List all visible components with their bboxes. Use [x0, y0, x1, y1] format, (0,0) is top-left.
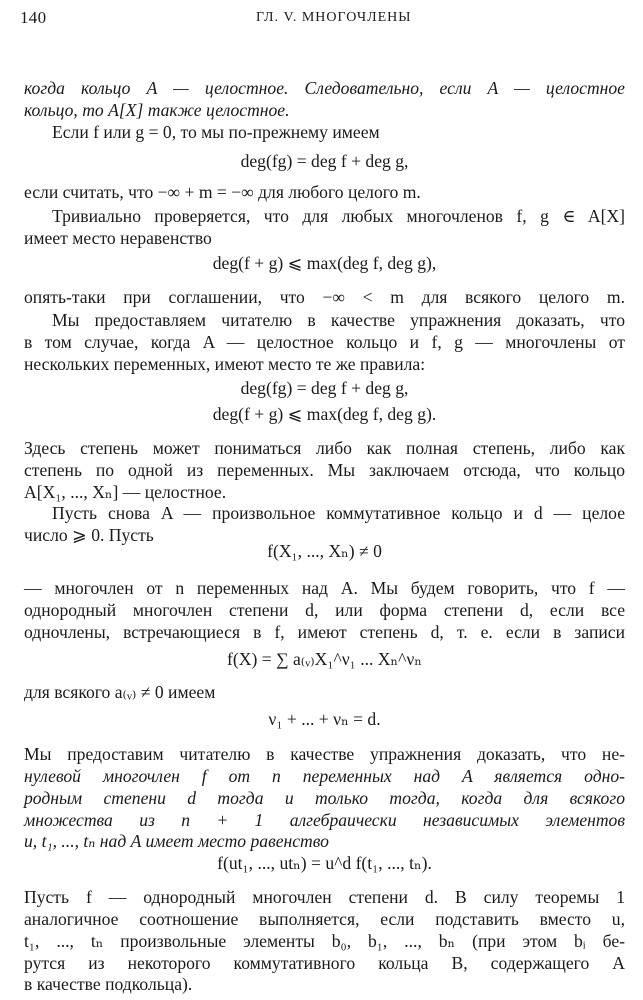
- formula: f(ut₁, ..., utₙ) = u^d f(t₁, ..., tₙ).: [217, 853, 432, 873]
- text-line: когда кольцо A — целостное. Следовательно, если A — целостное: [24, 78, 625, 98]
- formula: ν₁ + ... + νₙ = d.: [268, 709, 381, 729]
- text-line: t₁, ..., tₙ произвольные элементы b₀, b₁, ..., bₙ (при этом bᵢ бе-: [24, 931, 625, 951]
- text-line: нескольких переменных, имеют место те же правила:: [24, 354, 426, 374]
- text-line: Пусть снова A — произвольное коммутативное кольцо и d — целое: [52, 503, 625, 523]
- text-line: имеет место неравенство: [24, 228, 212, 248]
- text-line: в качестве подкольца).: [24, 974, 193, 994]
- text-line: если считать, что −∞ + m = −∞ для любого целого m.: [24, 182, 421, 202]
- text-line: Тривиально проверяется, что для любых многочленов f, g ∈ A[X]: [52, 206, 625, 226]
- text-line: в том случае, когда A — целостное кольцо и f, g — многочлены от: [24, 332, 625, 352]
- text-line: родным степени d тогда и только тогда, когда для всякого: [24, 788, 625, 808]
- text-line: число ⩾ 0. Пусть: [24, 525, 154, 545]
- text-line: Мы предоставим читателю в качестве упражнения доказать, что не-: [24, 744, 625, 764]
- running-header: ГЛ. V. МНОГОЧЛЕНЫ: [256, 10, 412, 25]
- text-line: кольцо, то A[X] также целостное.: [24, 100, 290, 120]
- text-line: Мы предоставляем читателю в качестве упражнения доказать, что: [52, 310, 625, 330]
- text-line: u, t₁, ..., tₙ над A имеет место равенство: [24, 831, 329, 851]
- text-line: аналогичное соотношение выполняется, если подставить вместо u,: [24, 909, 625, 929]
- text-line: A[X₁, ..., Xₙ] — целостное.: [24, 482, 227, 502]
- formula: deg(fg) = deg f + deg g,: [240, 378, 409, 398]
- formula: deg(f + g) ⩽ max(deg f, deg g),: [212, 253, 437, 273]
- text-line: однородный многочлен степени d, или форма степени d, если все: [24, 600, 625, 620]
- text-line: Если f или g = 0, то мы по-прежнему имеем: [52, 122, 380, 142]
- text-line: Пусть f — однородный многочлен степени d. В силу теоремы 1: [24, 887, 625, 907]
- page-number: 140: [20, 8, 47, 27]
- formula: deg(f + g) ⩽ max(deg f, deg g).: [212, 404, 437, 424]
- formula: f(X₁, ..., Xₙ) ≠ 0: [267, 541, 382, 561]
- text-line: — многочлен от n переменных над A. Мы будем говорить, что f —: [24, 578, 625, 598]
- text-line: одночлены, встречающиеся в f, имеют степень d, т. е. если в записи: [24, 622, 625, 642]
- text-line: Здесь степень может пониматься либо как полная степень, либо как: [24, 438, 625, 458]
- formula: f(X) = ∑ a₍ᵥ₎X₁^ν₁ ... Xₙ^νₙ: [227, 649, 422, 669]
- formula: deg(fg) = deg f + deg g,: [240, 151, 409, 171]
- text-line: нулевой многочлен f от n переменных над A является одно-: [24, 766, 625, 786]
- text-line: степень по одной из переменных. Мы заключаем отсюда, что кольцо: [24, 460, 625, 480]
- text-line: множества из n + 1 алгебраически независимых элементов: [24, 810, 625, 830]
- text-line: опять-таки при соглашении, что −∞ < m для всякого целого m.: [24, 287, 625, 307]
- text-line: для всякого a₍ᵥ₎ ≠ 0 имеем: [24, 682, 216, 702]
- text-line: рутся из некоторого коммутативного кольца B, содержащего A: [24, 953, 625, 973]
